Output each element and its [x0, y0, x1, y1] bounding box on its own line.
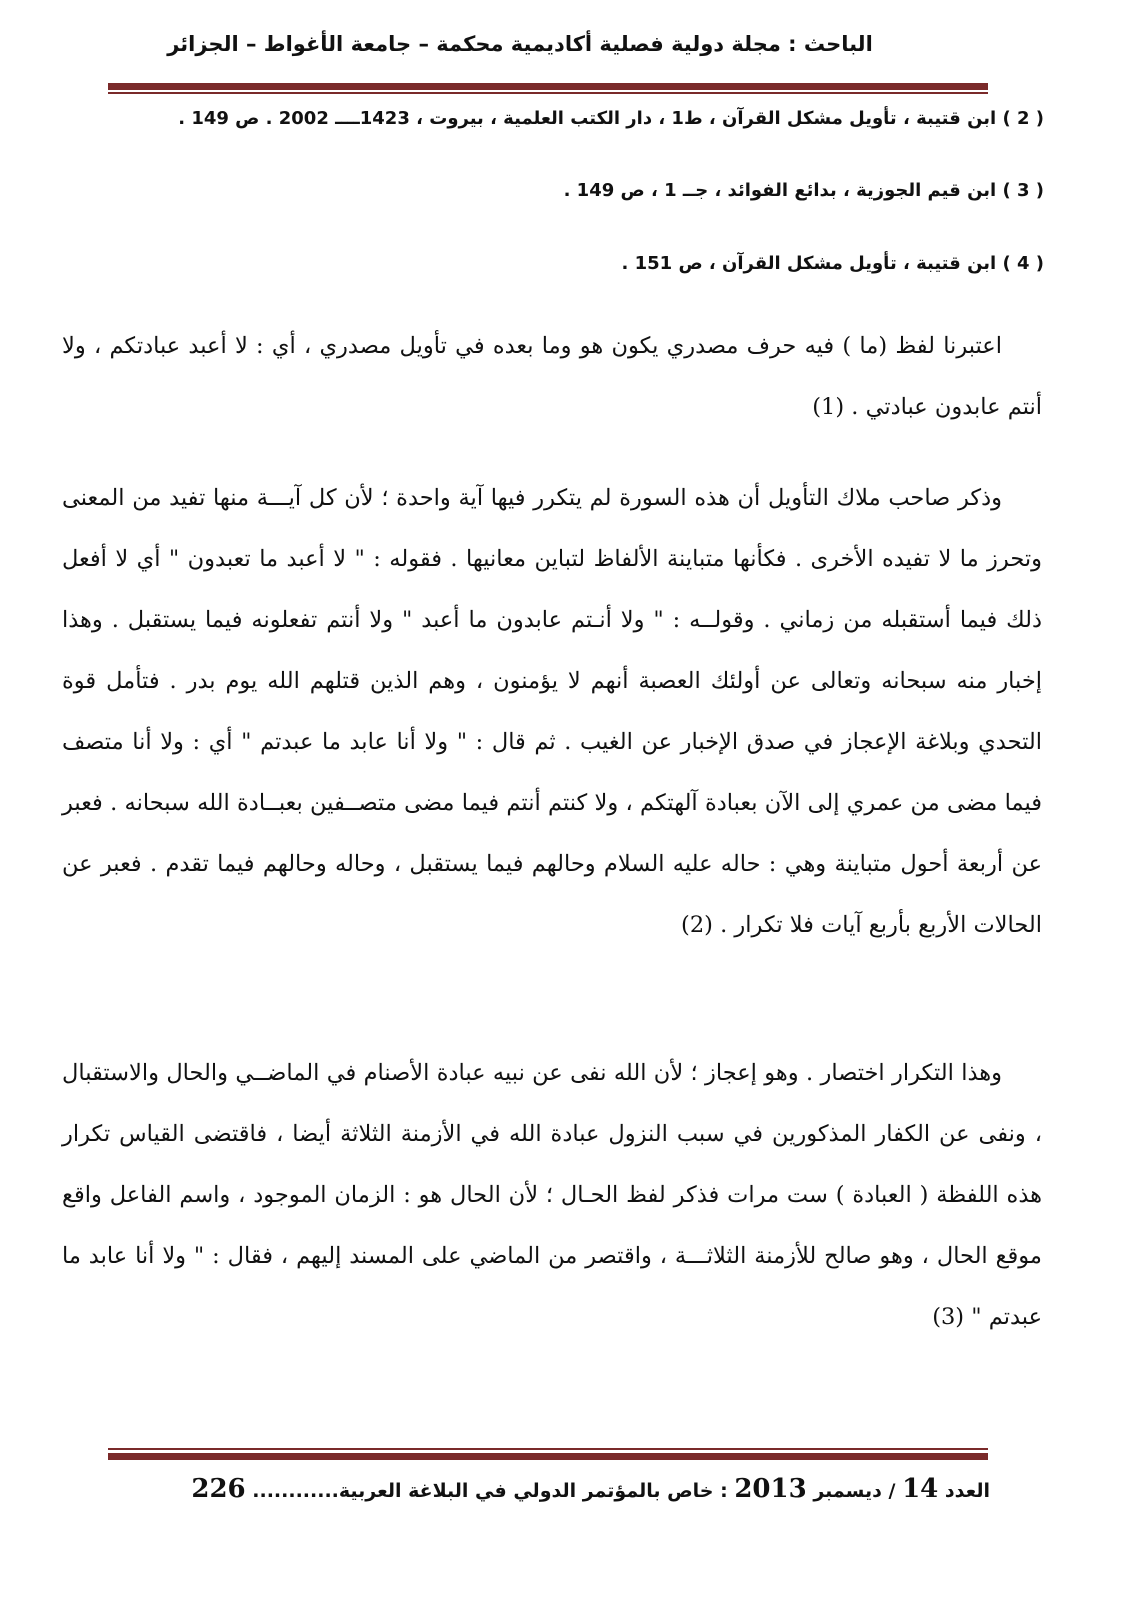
body-paragraph-3: [62, 1043, 1042, 1348]
body-paragraph-2-text: وذكر صاحب ملاك التأويل أن هذه السورة لم يتكرر فيها آية واحدة ؛ لأن كل آيـــة منها تفيد من المعنى وتحرز ما لا تفيده الأخرى . فكأنها متباينة الألفاظ لتباين معانيها . فقوله : " لا أعبد ما تعبدون " أي لا أفعل ذلك فيما أستقبله من زماني . وقولــه : " ولا أنـتم عابدون ما أعبد " ولا أنتم تفعلونه فيما يستقبل . وهذا إخبار منه سبحانه وتعالى عن أولئك العصبة أنهم لا يؤمنون ، وهم الذين قتلهم الله يوم بدر . فتأمل قوة التحدي وبلاغة الإعجاز في صدق الإخبار عن الغيب . ثم قال : " ولا أنا عابد ما عبدتم " أي : ولا أنا متصف فيما مضى من عمري إلى الآن بعبادة آلهتكم ، ولا كنتم أنتم فيما مضى متصــفين بعبــادة الله سبحانه . فعبر عن أربعة أحول متباينة وهي : حاله عليه السلام وحالهم فيما يستقبل ، وحاله وحالهم فيما تقدم . فعبر عن الحالات الأربع بأربع آيات فلا تكرار . (2): [62, 485, 1042, 938]
body-paragraph-1-text: اعتبرنا لفظ (ما ) فيه حرف مصدري يكون هو وما بعده في تأويل مصدري ، أي : لا أعبد عبادتكم ، ولا أنتم عابدون عبادتي . (1): [62, 333, 1042, 420]
body-paragraph-2: [62, 468, 1042, 956]
body-paragraph-1: [62, 316, 1042, 438]
footer-rule-thick: [108, 1453, 988, 1460]
footnote-3: ( 3 ) ابن قيم الجوزية ، بدائع الفوائد ، جــ 1 ، ص 149 .: [563, 180, 1044, 201]
footnote-2: ( 2 ) ابن قتيبة ، تأويل مشكل القرآن ، ط1 ، دار الكتب العلمية ، بيروت ، 1423ــــ 2002 . ص 149 .: [178, 108, 1044, 129]
header-rule-thin: [108, 92, 988, 94]
footer-description: : خاص بالمؤتمر الدولي في البلاغة العربية............: [252, 1480, 728, 1502]
body-paragraph-3-text: وهذا التكرار اختصار . وهو إعجاز ؛ لأن الله نفى عن نبيه عبادة الأصنام في الماضــي والحال والاستقبال ، ونفى عن الكفار المذكورين في سبب النزول عبادة الله في الأزمنة الثلاثة أيضا ، فاقتضى القياس تكرار هذه اللفظة ( العبادة ) ست مرات فذكر لفظ الحـال ؛ لأن الحال هو : الزمان الموجود ، واسم الفاعل واقع موقع الحال ، وهو صالح للأزمنة الثلاثـــة ، واقتصر من الماضي على المسند إليهم ، فقال : " ولا أنا عابد ما عبدتم " (3): [62, 1060, 1042, 1330]
header-rule-thick: [108, 83, 988, 90]
footer-issue-number: 14: [902, 1474, 939, 1504]
footnote-4: ( 4 ) ابن قتيبة ، تأويل مشكل القرآن ، ص 151 .: [621, 253, 1044, 274]
footer-issue-label: العدد: [944, 1480, 990, 1502]
journal-header-title: الباحث : مجلة دولية فصلية أكاديمية محكمة – جامعة الأغواط – الجزائر: [167, 32, 873, 56]
footer-rule-thin: [108, 1448, 988, 1450]
footer-month: ديسمبر: [813, 1480, 882, 1502]
page-footer: [120, 1474, 990, 1504]
page-number: 226: [191, 1474, 246, 1504]
footer-separator: /: [888, 1480, 896, 1502]
footer-year: 2013: [734, 1474, 807, 1504]
